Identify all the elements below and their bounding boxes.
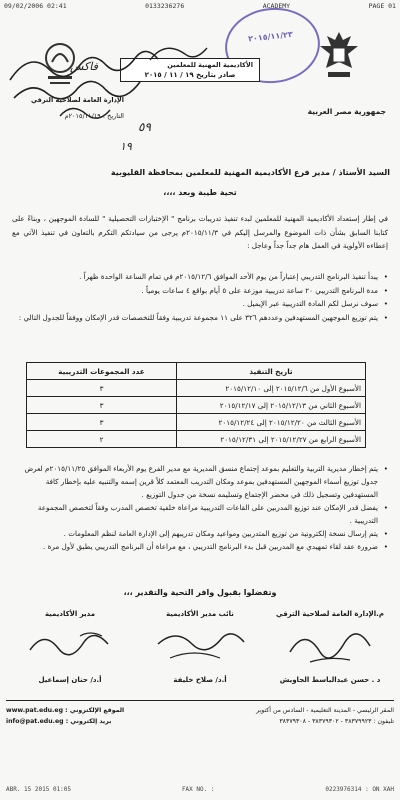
additional-instructions-list — [12, 462, 388, 553]
handwritten-annotation — [0, 20, 230, 130]
table-header-row — [27, 363, 366, 380]
intro-paragraph: في إطار إستعداد الأكاديمية المهنية للمعلمين لبدء تنفيذ تدريبات برنامج " الإختبارات التحصيلية " للسادة الموجهين ، وبناءً على كتابنا السابق بشأن ذات الموضوع والمرسل إليكم في ٢٠١٥/١١/٣م يرجى من سيادتكم التكرم بالتعاون في تنفيذ الآتي مع إعطاءه الأولوية في العمل هام جداً جداً وعاجل : — [12, 214, 388, 250]
list-item: • يتم إخطار مديرية التربية والتعليم بموعد إجتماع منسق المديرية مع مدير الفرع يوم الأربعاء الموافق ٢٠١٥/١١/٢٥م لعرض جدول توزيع أسماء الموجهين المستهدفين بموعد ومكان التدريب المعتمد كلاً قرين إسمه والتنبيه عليه بإخطار كافة المستهدفين وتسجيل ذلك في محضر الإجتماع وتسليمه نسخة من جدول التوزيع . — [12, 462, 388, 501]
table-cell: ٣ — [27, 397, 177, 414]
stamp-date: ٢٠١٥/١١/٢٣ — [247, 29, 294, 44]
fax-page: PAGE 01 — [368, 2, 396, 10]
list-item: • مدة البرنامج التدريبي ٢٠ ساعة تدريبية موزعة على ٥ أيام بواقع ٤ ساعات يومياً . — [12, 284, 388, 298]
footer-contact — [174, 705, 394, 727]
handwritten-signature — [150, 622, 250, 672]
signature-academy-director — [10, 610, 130, 684]
fax-footer-right: 0223976314 : ON XAH — [325, 786, 394, 793]
directorate-name: الإدارة العامة لصلاحية الترقي — [30, 96, 124, 104]
list-item: • يتم توزيع الموجهين المستهدفين وعددهم ٣٢٦ على ١١ مجموعة تدريبية وفقاً للتخصصات قدر الإمكان ووفقاً للجدول التالي : — [12, 311, 388, 325]
table-cell: ٣ — [27, 414, 177, 431]
handwritten-signature — [20, 622, 120, 672]
academy-box-title: الأكاديمية المهنية للمعلمين — [167, 61, 253, 69]
table-row — [27, 397, 366, 414]
handwritten-signature — [280, 622, 380, 672]
signature-title: مدير الأكاديمية — [44, 610, 96, 618]
list-item: • يبدأ تنفيذ البرنامج التدريبي إعتباراً من يوم الأحد الموافق ٢٠١٥/١٢/٦م في تمام الساعة الواحدة ظهراً . — [12, 270, 388, 284]
fax-header — [4, 2, 396, 14]
eagle-emblem-icon — [316, 28, 362, 82]
fax-number: 0133236276 — [145, 2, 185, 10]
academy-box-issue-date: صادر بتاريخ ١٩ / ١١ / ٢٠١٥ — [144, 71, 236, 79]
fax-sender: ACADEMY — [262, 2, 291, 10]
table-header-cell: تاريخ التنفيذ — [177, 363, 366, 380]
schedule-table — [26, 362, 366, 448]
signature-title: نائب مدير الأكاديمية — [166, 610, 234, 618]
fax-footer-left: ABR. 15 2015 01:05 — [6, 786, 72, 793]
footer-website[interactable]: www.pat.edu.eg : الموقع الإلكتروني — [6, 707, 125, 714]
handwritten-initials: ٥٩ — [138, 120, 151, 134]
footer-phones: تليفون : ٣٨٣٧٩٩٢٣ - ٣٨٣٧٩٣٠٢ - ٣٨٣٧٩٣٠٨ — [279, 718, 394, 725]
table-row — [27, 380, 366, 397]
signatory-name: أ.د/ حنان إسماعيل — [38, 676, 102, 684]
footer-online — [6, 705, 146, 727]
table-cell: الأسبوع الأول من ٢٠١٥/١٢/٦ إلى ٢٠١٥/١٢/١٠ — [177, 380, 366, 397]
signatory-name: د . حسن عبدالباسط الجاويش — [279, 676, 381, 684]
letterhead-footer — [6, 700, 394, 732]
signature-director-general — [270, 610, 390, 684]
footer-email[interactable]: info@pat.edu.eg : بريد إلكتروني — [6, 718, 112, 725]
handwritten-note: فاكس — [70, 60, 98, 73]
table-cell: الأسبوع الرابع من ٢٠١٥/١٢/٢٧ إلى ٢٠١٥/١٢/٣١ — [177, 431, 366, 448]
table-row — [27, 431, 366, 448]
greeting: تحية طيبة وبعد ،،،، — [163, 188, 237, 197]
handwritten-day: ١٩ — [120, 140, 132, 153]
fax-footer-mid: FAX NO. : — [181, 786, 215, 793]
instruction-list — [12, 270, 388, 324]
table-header-cell: عدد المجموعات التدريبية — [27, 363, 177, 380]
footer-address: المقر الرئيسي - المدينة التعليمية - السادس من أكتوبر — [256, 707, 394, 714]
table-row — [27, 414, 366, 431]
letter-date: التاريخ : ٢٠١٥/١١/١٩م — [64, 112, 124, 120]
list-item: • يتم إرسال نسخة إلكترونية من توزيع المتدربين ومواعيد ومكان تدريبهم إلى الإدارة العامة لنظم المعلومات . — [12, 527, 388, 540]
list-item: • سوف نرسل لكم المادة التدريبية عبر الإيميل . — [12, 297, 388, 311]
list-item: • ضرورة عقد لقاء تمهيدي مع المدربين قبل بدء البرنامج التدريبي ، مع مراعاة أن البرنامج التدريبي يطبق لأول مرة . — [12, 540, 388, 553]
closing-line: وتفضلوا بقبول وافر التحية والتقدير ،،، — [123, 588, 277, 597]
fax-footer — [6, 786, 394, 796]
country-name: جمهورية مصر العربية — [307, 107, 386, 116]
table-cell: ٢ — [27, 431, 177, 448]
signature-deputy-director — [140, 610, 260, 684]
signatory-name: أ.د/ صلاح خليفة — [173, 676, 227, 684]
salutation: السيد الأستاذ / مدير فرع الأكاديمية المهنية للمعلمين بمحافظة القليوبية — [110, 168, 390, 177]
fax-date: 09/02/2006 02:41 — [4, 2, 67, 10]
table-cell: الأسبوع الثالث من ٢٠١٥/١٢/٢٠ إلى ٢٠١٥/١٢/٢٤ — [177, 414, 366, 431]
table-cell: الأسبوع الثاني من ٢٠١٥/١٢/١٣ إلى ٢٠١٥/١٢/١٧ — [177, 397, 366, 414]
signature-block — [10, 610, 390, 700]
list-item: • يفضل قدر الإمكان عند توزيع المدربين على القاعات التدريبية مراعاة خلفية تخصص المدرب وفقاً لتخصص المجموعة التدريبية . — [12, 501, 388, 527]
table-cell: ٣ — [27, 380, 177, 397]
signature-title: م.الإدارة العامة لصلاحية الترقي — [276, 610, 384, 618]
